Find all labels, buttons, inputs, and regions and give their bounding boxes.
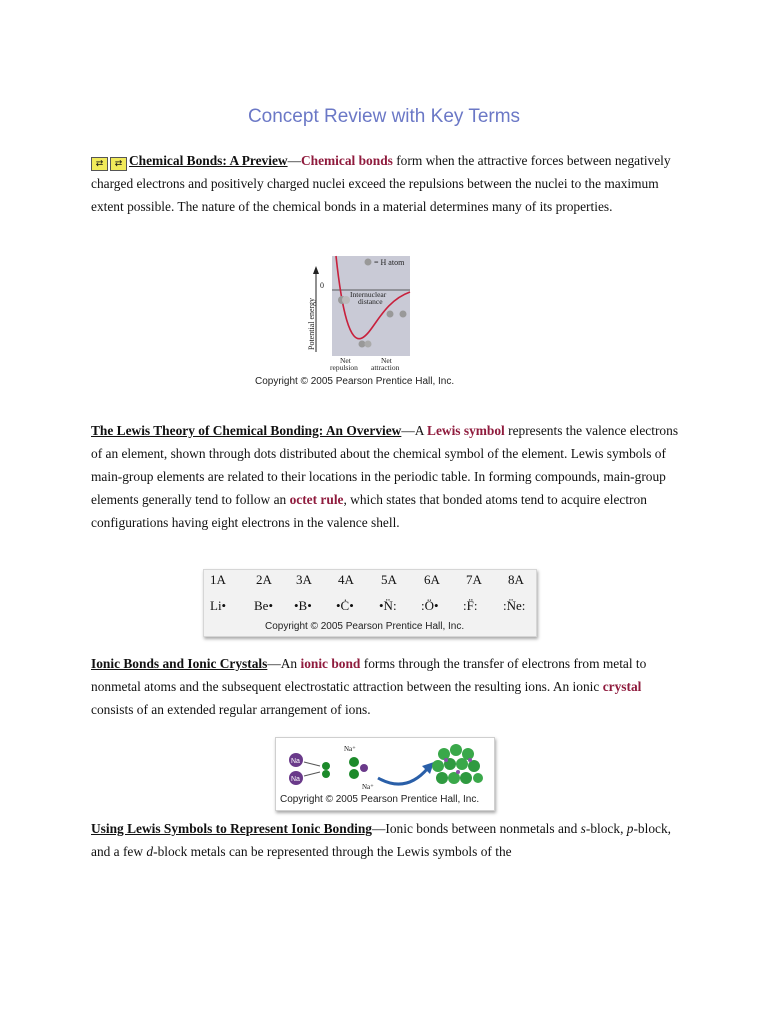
lewis-symbol: :Ö• [421,598,439,613]
lattice-ion [444,758,448,762]
group-label: 7A [466,572,482,587]
group-label: 3A [296,572,312,587]
ionic-crystal-figure [275,737,495,811]
crystal-lattice [432,744,483,784]
copyright: Copyright © 2005 Pearson Prentice Hall, Inc. [280,794,480,805]
annotation: Internuclear [350,290,387,299]
key-term: crystal [602,679,642,694]
potential-energy-diagram [250,252,480,392]
lattice-ion [432,760,444,772]
section-heading[interactable]: Chemical Bonds: A Preview [129,153,288,168]
x-label: Net [381,356,392,365]
h-atom [387,311,394,318]
copyright: Copyright © 2005 Pearson Prentice Hall, Inc. [265,621,465,632]
group-label: 1A [210,572,226,587]
ion-label: Na⁺ [344,745,356,753]
atom-label: Na [291,776,300,783]
h-atom [342,296,350,304]
x-label: repulsion [330,363,358,372]
group-label: 5A [381,572,397,587]
section-ionic-bonds: Ionic Bonds and Ionic Crystals—An ionic bond forms through the transfer of electrons from metal to nonmetal atoms and the subsequent electrostatic attraction between the resulting ions. An ionic crystal consists of an extended regular arrangement of ions. [91,656,647,717]
lewis-symbol: •N̈: [379,598,397,613]
transfer-arrow [304,772,320,776]
chloride-ion [349,769,359,779]
link-icon[interactable]: ⇄ [110,157,127,171]
group-label: 4A [338,572,354,587]
section-lewis-ionic: Using Lewis Symbols to Represent Ionic Bonding—Ionic bonds between nonmetals and s-block, p-block, and a few d-block metals can be represented through the Lewis symbols of the [91,821,672,859]
lewis-symbols-figure [203,569,537,637]
lattice-ion [456,758,468,770]
atom-label: Na [291,758,300,765]
potential-energy-figure [250,252,480,392]
lewis-symbol: •B• [294,598,312,613]
key-term: Chemical bonds [300,153,393,168]
x-label: attraction [371,363,400,372]
annotation: distance [358,297,383,306]
lewis-symbol: Be• [254,598,273,613]
x-label: Net [340,356,351,365]
lattice-ion [468,758,472,762]
chloride-ion [349,757,359,767]
group-label: 6A [424,572,440,587]
link-icon[interactable]: ⇄ [91,157,108,171]
lewis-symbol: :N̈e: [503,598,526,613]
group-label: 8A [508,572,524,587]
lattice-ion [456,770,460,774]
zero-label: 0 [320,281,324,290]
y-axis-label: Potential energy [307,297,316,350]
section-heading[interactable]: The Lewis Theory of Chemical Bonding: An Overview [91,423,402,438]
section-lewis-theory: The Lewis Theory of Chemical Bonding: An Overview—A Lewis symbol represents the valence electrons of an element, shown through dots distributed about the chemical symbol of the element. Lewis symbols of main-group elements are related to their locations in the periodic table. In forming compounds, main-group elements generally tend to follow an octet rule, which states that bonded atoms tend to acquire electron configurations having eight electrons in the valence shell. [91,423,679,530]
key-term: octet rule [289,492,344,507]
ionic-diagram [276,738,494,794]
key-term: Lewis symbol [427,423,505,438]
lewis-symbol: Li• [210,598,227,613]
lattice-ion [462,748,474,760]
copyright: Copyright © 2005 Pearson Prentice Hall, Inc. [255,376,455,387]
h-atom [365,341,372,348]
key-term: ionic bond [300,656,361,671]
sodium-ion [360,764,368,772]
section-heading[interactable]: Ionic Bonds and Ionic Crystals [91,656,268,671]
section-heading[interactable]: Using Lewis Symbols to Represent Ionic Bonding [91,821,373,836]
lattice-ion [473,773,483,783]
legend-atom-icon [365,259,372,266]
arrow [378,768,428,784]
legend-label: = H atom [374,258,405,267]
lattice-ion [436,772,448,784]
arrow-head-icon [313,266,319,274]
lattice-ion [438,748,450,760]
lattice-ion [460,772,472,784]
chlorine-atom [322,762,330,770]
transfer-arrow [304,762,320,766]
h-atom [359,341,366,348]
lewis-symbol: •Ċ• [336,598,354,613]
page-title: Concept Review with Key Terms [247,106,521,127]
group-label: 2A [256,572,272,587]
chlorine-atom [322,770,330,778]
lattice-ion [450,744,462,756]
h-atom [400,311,407,318]
ion-label: Na⁺ [362,783,374,791]
section-chemical-bonds: ⇄ ⇄ Chemical Bonds: A Preview—Chemical bonds form when the attractive forces between negatively charged electrons and positively charged nuclei exceed the repulsions between the nuclei to the maximum extent possible. The nature of the chemical bonds in a material determines many of its properties. [91,153,671,214]
lewis-symbol: :F̈: [463,598,478,613]
